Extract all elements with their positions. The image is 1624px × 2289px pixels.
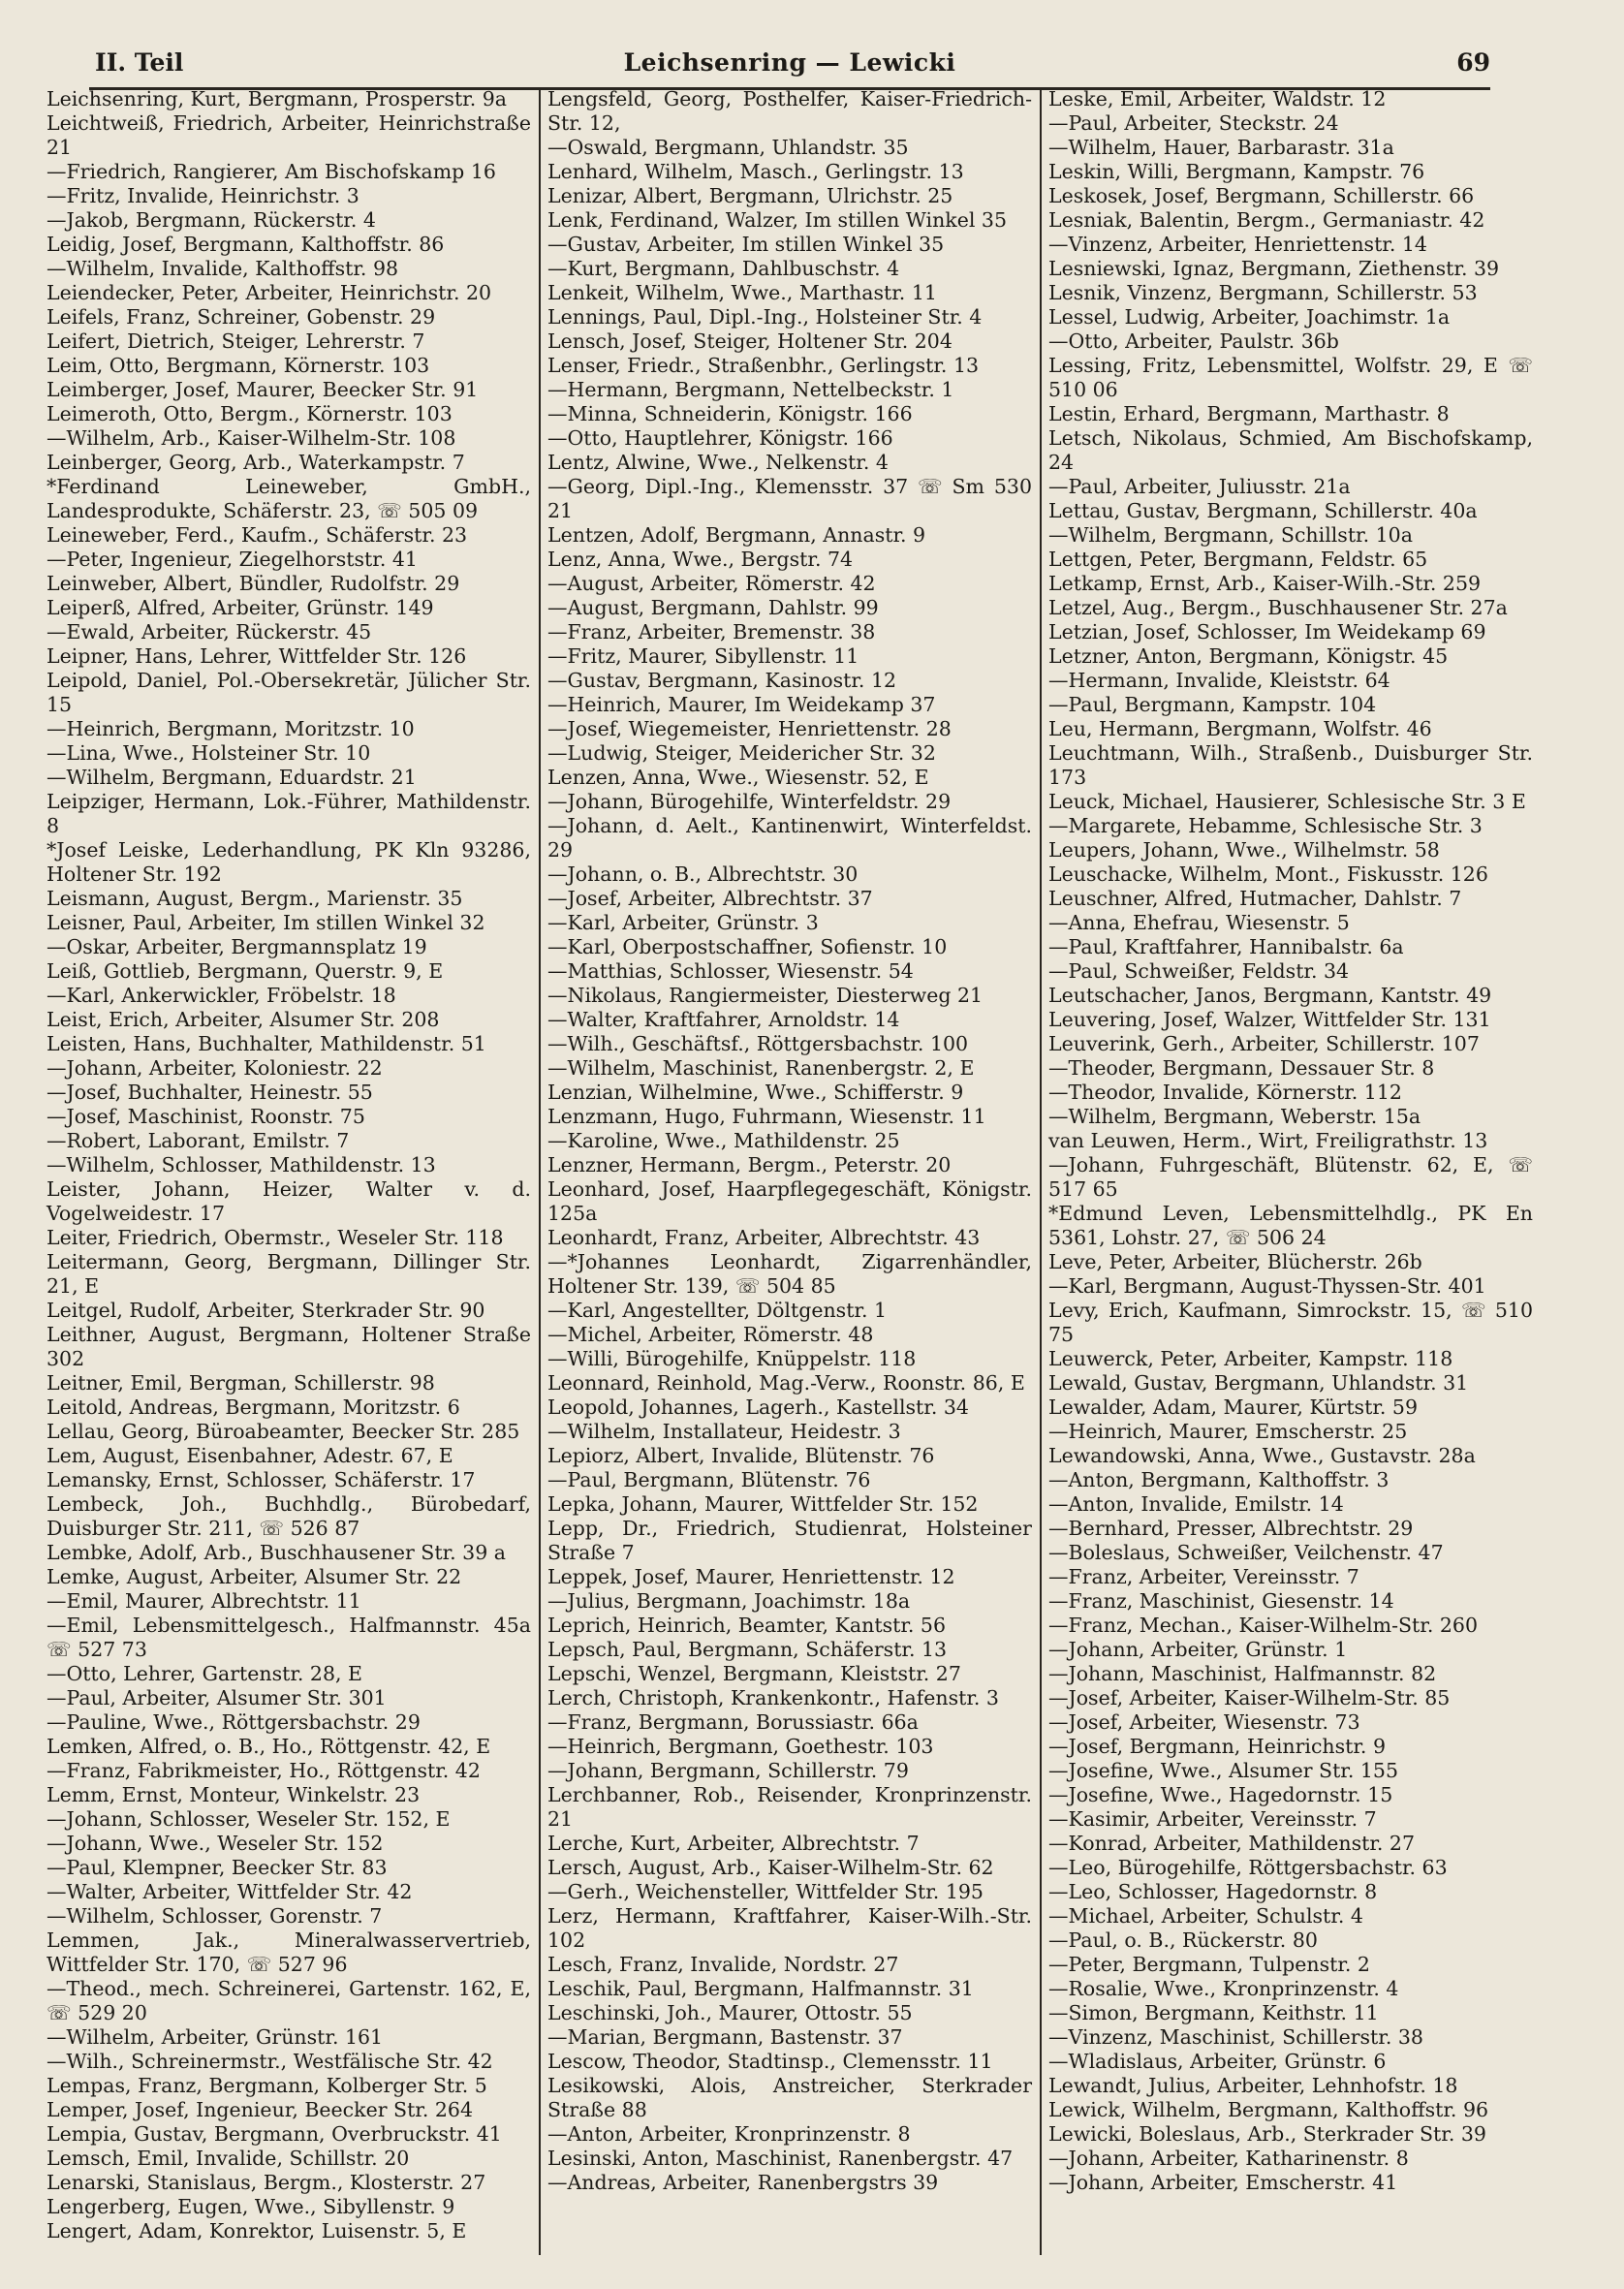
directory-entry: Leuschner, Alfred, Hutmacher, Dahlstr. 7 [1048,887,1462,910]
directory-entry: —Theoder, Bergmann, Dessauer Str. 8 [1048,1056,1435,1080]
directory-entry: Leuwerck, Peter, Arbeiter, Kampstr. 118 [1048,1347,1453,1370]
directory-entry: Lellau, Georg, Büroabeamter, Beecker Str. 285 [47,1420,520,1443]
page-number: 69 [1456,48,1490,77]
directory-entry: Leim, Otto, Bergmann, Körnerstr. 103 [47,354,430,377]
directory-entry: —Paul, Bergmann, Kampstr. 104 [1048,693,1377,716]
directory-entry: Lersch, August, Arb., Kaiser-Wilhelm-Str. 62 [547,1856,994,1879]
directory-entry: Lenser, Friedr., Straßenbhr., Gerlingstr. 13 [547,354,980,377]
part-label: II. Teil [95,48,184,77]
directory-entry: —Josef, Arbeiter, Kaiser-Wilhelm-Str. 85 [1048,1686,1451,1709]
directory-entry: —Paul, Klempner, Beecker Str. 83 [47,1856,388,1879]
directory-entry: —Wilhelm, Bergmann, Schillstr. 10a [1048,523,1413,547]
directory-entry: —Julius, Bergmann, Joachimstr. 18a [547,1589,911,1613]
directory-entry: —Andreas, Arbeiter, Ranenbergstrs 39 [547,2171,939,2194]
directory-entry: —Karl, Arbeiter, Grünstr. 3 [547,911,819,934]
directory-entry: Lembeck, Joh., Buchhdlg., Bürobedarf, Duisburger Str. 211, ☏ 526 87 [47,1492,538,1540]
directory-entry: Lessel, Ludwig, Arbeiter, Joachimstr. 1a [1048,305,1451,329]
directory-entry: —Heinrich, Bergmann, Goethestr. 103 [547,1735,934,1758]
directory-entry: Lentzen, Adolf, Bergmann, Annastr. 9 [547,523,926,547]
directory-entry: Lessing, Fritz, Lebensmittel, Wolfstr. 29, E ☏ 510 06 [1048,354,1540,401]
directory-entry: Leichsenring, Kurt, Bergmann, Prosperstr. 9a [47,87,508,110]
directory-entry: Leu, Hermann, Bergmann, Wolfstr. 46 [1048,717,1432,740]
directory-entry: —Wilhelm, Maschinist, Ranenbergstr. 2, E [547,1056,975,1080]
directory-entry: Lewicki, Boleslaus, Arb., Sterkrader Str. 39 [1048,2122,1486,2146]
directory-entry: Leonhard, Josef, Haarpflegegeschäft, Königstr. 125a [547,1177,1039,1225]
directory-entry: Lentz, Alwine, Wwe., Nelkenstr. 4 [547,451,889,474]
directory-entry: —Kasimir, Arbeiter, Vereinsstr. 7 [1048,1807,1377,1831]
directory-entry: —Otto, Arbeiter, Paulstr. 36b [1048,329,1339,353]
directory-entry: Leutschacher, Janos, Bergmann, Kantstr. 49 [1048,984,1492,1007]
directory-entry: —Boleslaus, Schweißer, Veilchenstr. 47 [1048,1541,1444,1564]
directory-entry: —Josef, Wiegemeister, Henriettenstr. 28 [547,717,952,740]
directory-entry: —Vinzenz, Maschinist, Schillerstr. 38 [1048,2025,1423,2049]
directory-entry: —Emil, Lebensmittelgesch., Halfmannstr. 45a ☏ 527 73 [47,1614,538,1661]
directory-entry: Leonhardt, Franz, Arbeiter, Albrechtstr. 43 [547,1226,981,1249]
directory-entry: Letkamp, Ernst, Arb., Kaiser-Wilh.-Str. 259 [1048,572,1482,595]
directory-entry: Leppek, Josef, Maurer, Henriettenstr. 12 [547,1565,955,1588]
directory-entry: —Michael, Arbeiter, Schulstr. 4 [1048,1904,1363,1928]
directory-entry: —Paul, Arbeiter, Alsumer Str. 301 [47,1686,387,1709]
directory-entry: Lemansky, Ernst, Schlosser, Schäferstr. 17 [47,1468,476,1491]
directory-entry: Lensch, Josef, Steiger, Holtener Str. 204 [547,329,953,353]
directory-entry: —Fritz, Maurer, Sibyllenstr. 11 [547,644,859,668]
directory-entry: —Josef, Bergmann, Heinrichstr. 9 [1048,1735,1387,1758]
directory-entry: —Karl, Oberpostschaffner, Sofienstr. 10 [547,935,948,958]
directory-entry: —Pauline, Wwe., Röttgersbachstr. 29 [47,1710,421,1734]
directory-entry: Lesniak, Balentin, Bergm., Germaniastr. 42 [1048,208,1485,232]
directory-entry: Leiß, Gottlieb, Bergmann, Querstr. 9, E [47,959,444,983]
directory-entry: Lesch, Franz, Invalide, Nordstr. 27 [547,1953,899,1976]
directory-entry: —Konrad, Arbeiter, Mathildenstr. 27 [1048,1832,1415,1855]
directory-entry: Leske, Emil, Arbeiter, Waldstr. 12 [1048,87,1387,110]
directory-entry: Letzner, Anton, Bergmann, Königstr. 45 [1048,644,1449,668]
directory-entry: Leiter, Friedrich, Obermstr., Weseler Str. 118 [47,1226,504,1249]
directory-entry: Leuverink, Gerh., Arbeiter, Schillerstr. 107 [1048,1032,1480,1055]
directory-entry: Leineweber, Ferd., Kaufm., Schäferstr. 23 [47,523,468,547]
directory-entry: Lenzner, Hermann, Bergm., Peterstr. 20 [547,1153,952,1176]
directory-entry: Leitgel, Rudolf, Arbeiter, Sterkrader Str. 90 [47,1299,485,1322]
directory-entry: Lerch, Christoph, Krankenkontr., Hafenstr. 3 [547,1686,999,1709]
directory-entry: —Johann, o. B., Albrechtstr. 30 [547,862,859,886]
directory-entry: Lengert, Adam, Konrektor, Luisenstr. 5, E [47,2219,467,2242]
directory-entry: —Hermann, Invalide, Kleiststr. 64 [1048,669,1390,692]
directory-entry: Leopold, Johannes, Lagerh., Kastellstr. 34 [547,1395,969,1419]
directory-entry: —Bernhard, Presser, Albrechtstr. 29 [1048,1517,1414,1540]
directory-entry: Leuchtmann, Wilh., Straßenb., Duisburger Str. 173 [1048,741,1540,789]
directory-entry: —Theodor, Invalide, Körnerstr. 112 [1048,1081,1402,1104]
directory-entry: —Johann, Arbeiter, Grünstr. 1 [1048,1638,1348,1661]
directory-entry: Lemm, Ernst, Monteur, Winkelstr. 23 [47,1783,421,1806]
directory-entry: —Otto, Hauptlehrer, Königstr. 166 [547,426,893,450]
directory-entry: *Josef Leiske, Lederhandlung, PK Kln 93286, Holtener Str. 192 [47,838,538,886]
directory-entry: Leinberger, Georg, Arb., Waterkampstr. 7 [47,451,465,474]
directory-entry: —Margarete, Hebamme, Schlesische Str. 3 [1048,814,1483,837]
directory-entry: Lestin, Erhard, Bergmann, Marthastr. 8 [1048,402,1450,425]
directory-entry: Lempas, Franz, Bergmann, Kolberger Str. 5 [47,2074,487,2097]
directory-entry: —Paul, Schweißer, Feldstr. 34 [1048,959,1350,983]
directory-entry: —Johann, Fuhrgeschäft, Blütenstr. 62, E, ☏ 517 65 [1048,1153,1540,1201]
directory-entry: Lepka, Johann, Maurer, Wittfelder Str. 152 [547,1492,979,1516]
directory-entry: Lemke, August, Arbeiter, Alsumer Str. 22 [47,1565,462,1588]
directory-column-3 [1048,87,1540,2263]
directory-entry: Leiendecker, Peter, Arbeiter, Heinrichstr. 20 [47,281,492,304]
directory-entry: —Wilhelm, Invalide, Kalthoffstr. 98 [47,257,399,280]
directory-entry: Lenarski, Stanislaus, Bergm., Klosterstr. 27 [47,2171,486,2194]
directory-entry: —Leo, Bürogehilfe, Röttgersbachstr. 63 [1048,1856,1448,1879]
directory-entry: —Paul, Bergmann, Blütenstr. 76 [547,1468,871,1491]
directory-entry: Leist, Erich, Arbeiter, Alsumer Str. 208 [47,1008,440,1031]
directory-entry: —Matthias, Schlosser, Wiesenstr. 54 [547,959,914,983]
directory-entry: Leimberger, Josef, Maurer, Beecker Str. 91 [47,378,479,401]
directory-entry: —Peter, Ingenieur, Ziegelhorststr. 41 [47,548,418,571]
directory-entry: —Paul, Arbeiter, Juliusstr. 21a [1048,475,1351,498]
directory-column-2 [547,87,1039,2263]
directory-entry: Lempia, Gustav, Bergmann, Overbruckstr. 41 [47,2122,502,2146]
directory-entry: Leupers, Johann, Wwe., Wilhelmstr. 58 [1048,838,1440,862]
directory-entry: —Johann, Maschinist, Halfmannstr. 82 [1048,1662,1437,1685]
directory-entry: Lewald, Gustav, Bergmann, Uhlandstr. 31 [1048,1371,1469,1395]
directory-entry: —Johann, Arbeiter, Emscherstr. 41 [1048,2171,1398,2194]
directory-entry: Lepp, Dr., Friedrich, Studienrat, Holsteiner Straße 7 [547,1517,1039,1564]
directory-entry: Lenz, Anna, Wwe., Bergstr. 74 [547,548,854,571]
directory-entry: Letsch, Nikolaus, Schmied, Am Bischofskamp, 24 [1048,426,1540,474]
directory-entry: —Robert, Laborant, Emilstr. 7 [47,1129,350,1152]
directory-entry: —Lina, Wwe., Holsteiner Str. 10 [47,741,371,765]
directory-entry: Lerchbanner, Rob., Reisender, Kronprinzenstr. 21 [547,1783,1039,1831]
directory-entry: —Wilhelm, Installateur, Heidestr. 3 [547,1420,901,1443]
directory-entry: —Franz, Bergmann, Borussiastr. 66a [547,1710,919,1734]
directory-entry: —Oskar, Arbeiter, Bergmannsplatz 19 [47,935,427,958]
directory-entry: —Franz, Fabrikmeister, Ho., Röttgenstr. 42 [47,1759,481,1782]
directory-entry: Lenzian, Wilhelmine, Wwe., Schifferstr. 9 [547,1081,964,1104]
directory-entry: —Minna, Schneiderin, Königstr. 166 [547,402,913,425]
directory-entry: —Wilhelm, Arb., Kaiser-Wilhelm-Str. 108 [47,426,456,450]
directory-entry: —Heinrich, Maurer, Im Weidekamp 37 [547,693,936,716]
directory-entry: —Georg, Dipl.-Ing., Klemensstr. 37 ☏ Sm 530 21 [547,475,1039,522]
directory-entry: —Franz, Mechan., Kaiser-Wilhelm-Str. 260 [1048,1614,1478,1637]
directory-entry: Leister, Johann, Heizer, Walter v. d. Vogelweidestr. 17 [47,1177,538,1225]
directory-entry: —Johann, Bürogehilfe, Winterfeldstr. 29 [547,790,952,813]
directory-entry: —Hermann, Bergmann, Nettelbeckstr. 1 [547,378,954,401]
directory-entry: —Theod., mech. Schreinerei, Gartenstr. 162, E, ☏ 529 20 [47,1977,538,2024]
directory-entry: Lengerberg, Eugen, Wwe., Sibyllenstr. 9 [47,2195,455,2218]
directory-entry: —Wilhelm, Bergmann, Eduardstr. 21 [47,766,417,789]
directory-entry: Leuschacke, Wilhelm, Mont., Fiskusstr. 126 [1048,862,1488,886]
directory-entry: —Emil, Maurer, Albrechtstr. 11 [47,1589,361,1613]
directory-entry: —Johann, d. Aelt., Kantinenwirt, Winterfeldst. 29 [547,814,1039,862]
directory-entry: —Friedrich, Rangierer, Am Bischofskamp 16 [47,160,496,183]
directory-entry: —Wilhelm, Schlosser, Mathildenstr. 13 [47,1153,436,1176]
directory-entry: Leisten, Hans, Buchhalter, Mathildenstr. 51 [47,1032,486,1055]
directory-entry: —August, Arbeiter, Römerstr. 42 [547,572,876,595]
directory-entry: —Anton, Invalide, Emilstr. 14 [1048,1492,1344,1516]
directory-entry: Lepsch, Paul, Bergmann, Schäferstr. 13 [547,1638,948,1661]
directory-entry: —Leo, Schlosser, Hagedornstr. 8 [1048,1880,1378,1903]
directory-entry: —Johann, Schlosser, Weseler Str. 152, E [47,1807,451,1831]
directory-entry: —Otto, Lehrer, Gartenstr. 28, E [47,1662,363,1685]
directory-entry: Leskin, Willi, Bergmann, Kampstr. 76 [1048,160,1425,183]
directory-entry: —Josefine, Wwe., Alsumer Str. 155 [1048,1759,1399,1782]
directory-entry: —Wladislaus, Arbeiter, Grünstr. 6 [1048,2050,1387,2073]
directory-entry: —Marian, Bergmann, Bastenstr. 37 [547,2025,903,2049]
directory-entry: —Jakob, Bergmann, Rückerstr. 4 [47,208,376,232]
directory-entry: —Heinrich, Bergmann, Moritzstr. 10 [47,717,415,740]
directory-entry: —Wilh., Schreinermstr., Westfälische Str. 42 [47,2050,493,2073]
directory-entry: —*Johannes Leonhardt, Zigarrenhändler, Holtener Str. 139, ☏ 504 85 [547,1250,1039,1298]
page-header [89,45,1490,90]
directory-entry: Lettau, Gustav, Bergmann, Schillerstr. 40a [1048,499,1478,522]
directory-entry: Lemsch, Emil, Invalide, Schillstr. 20 [47,2147,410,2170]
directory-entry: Leipziger, Hermann, Lok.-Führer, Mathildenstr. 8 [47,790,538,837]
directory-entry: —Nikolaus, Rangiermeister, Diesterweg 21 [547,984,984,1007]
directory-entry: —Willi, Bürogehilfe, Knüppelstr. 118 [547,1347,917,1370]
directory-entry: Lepschi, Wenzel, Bergmann, Kleiststr. 27 [547,1662,961,1685]
directory-entry: Lenzen, Anna, Wwe., Wiesenstr. 52, E [547,766,929,789]
directory-entry: Leuck, Michael, Hausierer, Schlesische Str. 3 E [1048,790,1526,813]
directory-entry: —Wilhelm, Hauer, Barbarastr. 31a [1048,136,1394,159]
directory-entry: Leitold, Andreas, Bergmann, Moritzstr. 6 [47,1395,460,1419]
directory-entry: Leidig, Josef, Bergmann, Kalthoffstr. 86 [47,233,445,256]
directory-entry: Leschik, Paul, Bergmann, Halfmannstr. 31 [547,1977,974,2000]
directory-entry: —August, Bergmann, Dahlstr. 99 [547,596,879,619]
directory-entry: Leipold, Daniel, Pol.-Obersekretär, Jülicher Str. 15 [47,669,538,716]
directory-entry: Lerz, Hermann, Kraftfahrer, Kaiser-Wilh.-Str. 102 [547,1904,1039,1952]
directory-entry: —Franz, Arbeiter, Vereinsstr. 7 [1048,1565,1359,1588]
directory-entry: —Paul, o. B., Rückerstr. 80 [1048,1928,1318,1952]
directory-entry: Lembke, Adolf, Arb., Buschhausener Str. 39 a [47,1541,506,1564]
directory-entry: Lenkeit, Wilhelm, Wwe., Marthastr. 11 [547,281,937,304]
directory-entry: —Oswald, Bergmann, Uhlandstr. 35 [547,136,909,159]
directory-entry: Leskosek, Josef, Bergmann, Schillerstr. 66 [1048,184,1475,207]
directory-entry: —Gustav, Arbeiter, Im stillen Winkel 35 [547,233,945,256]
directory-entry: Leipner, Hans, Lehrer, Wittfelder Str. 126 [47,644,467,668]
directory-entry: Lemper, Josef, Ingenieur, Beecker Str. 264 [47,2098,474,2121]
directory-entry: Leve, Peter, Arbeiter, Blücherstr. 26b [1048,1250,1422,1273]
directory-entry: Lesniewski, Ignaz, Bergmann, Ziethenstr. 39 [1048,257,1500,280]
directory-entry: Leitermann, Georg, Bergmann, Dillinger Str. 21, E [47,1250,538,1298]
directory-entry: Leisner, Paul, Arbeiter, Im stillen Winkel 32 [47,911,485,934]
directory-entry: —Paul, Kraftfahrer, Hannibalstr. 6a [1048,935,1404,958]
directory-entry: Lesnik, Vinzenz, Bergmann, Schillerstr. 53 [1048,281,1478,304]
directory-entry: Lem, August, Eisenbahner, Adestr. 67, E [47,1444,453,1467]
directory-entry: —Heinrich, Maurer, Emscherstr. 25 [1048,1420,1408,1443]
directory-entry: *Edmund Leven, Lebensmittelhdlg., PK En 5361, Lohstr. 27, ☏ 506 24 [1048,1202,1540,1249]
directory-entry: —Johann, Bergmann, Schillerstr. 79 [547,1759,909,1782]
directory-entry: Lesinski, Anton, Maschinist, Ranenbergstr. 47 [547,2147,1014,2170]
directory-entry: —Ludwig, Steiger, Meidericher Str. 32 [547,741,936,765]
directory-entry: Leifert, Dietrich, Steiger, Lehrerstr. 7 [47,329,425,353]
directory-entry: —Josef, Arbeiter, Wiesenstr. 73 [1048,1710,1360,1734]
directory-entry: —Kurt, Bergmann, Dahlbuschstr. 4 [547,257,900,280]
directory-entry: —Anna, Ehefrau, Wiesenstr. 5 [1048,911,1350,934]
directory-entry: —Karl, Angestellter, Döltgenstr. 1 [547,1299,888,1322]
directory-entry: Lettgen, Peter, Bergmann, Feldstr. 65 [1048,548,1428,571]
directory-entry: —Karoline, Wwe., Mathildenstr. 25 [547,1129,900,1152]
directory-entry: —Vinzenz, Arbeiter, Henriettenstr. 14 [1048,233,1427,256]
directory-entry: Leonnard, Reinhold, Mag.-Verw., Roonstr. 86, E [547,1371,1025,1395]
directory-entry: Leschinski, Joh., Maurer, Ottostr. 55 [547,2001,913,2024]
directory-entry: —Karl, Ankerwickler, Fröbelstr. 18 [47,984,396,1007]
directory-entry: Lerche, Kurt, Arbeiter, Albrechtstr. 7 [547,1832,920,1855]
directory-entry: —Simon, Bergmann, Keithstr. 11 [1048,2001,1379,2024]
directory-entry: —Anton, Bergmann, Kalthoffstr. 3 [1048,1468,1390,1491]
directory-entry: Lescow, Theodor, Stadtinsp., Clemensstr. 11 [547,2050,993,2073]
directory-entry: Leuvering, Josef, Walzer, Wittfelder Str. 131 [1048,1008,1491,1031]
directory-entry: Lenk, Ferdinand, Walzer, Im stillen Winkel 35 [547,208,1007,232]
directory-entry: —Johann, Arbeiter, Katharinenstr. 8 [1048,2147,1409,2170]
directory-entry: —Anton, Arbeiter, Kronprinzenstr. 8 [547,2122,911,2146]
directory-entry: —Peter, Bergmann, Tulpenstr. 2 [1048,1953,1370,1976]
directory-entry: Leismann, August, Bergm., Marienstr. 35 [47,887,463,910]
directory-entry: —Franz, Maschinist, Giesenstr. 14 [1048,1589,1394,1613]
directory-entry: —Johann, Wwe., Weseler Str. 152 [47,1832,384,1855]
directory-entry: —Wilhelm, Arbeiter, Grünstr. 161 [47,2025,384,2049]
directory-entry: Lesikowski, Alois, Anstreicher, Sterkrader Straße 88 [547,2074,1039,2121]
directory-entry: Lenhard, Wilhelm, Masch., Gerlingstr. 13 [547,160,964,183]
column-divider [539,89,541,2255]
directory-entry: —Josefine, Wwe., Hagedornstr. 15 [1048,1783,1393,1806]
directory-entry: Leiperß, Alfred, Arbeiter, Grünstr. 149 [47,596,434,619]
directory-entry: —Johann, Arbeiter, Koloniestr. 22 [47,1056,383,1080]
directory-entry: —Michel, Arbeiter, Römerstr. 48 [547,1323,874,1346]
directory-entry: —Josef, Buchhalter, Heinestr. 55 [47,1081,373,1104]
directory-entry: Lenzmann, Hugo, Fuhrmann, Wiesenstr. 11 [547,1105,986,1128]
directory-entry: Lewandt, Julius, Arbeiter, Lehnhofstr. 18 [1048,2074,1458,2097]
directory-entry: Leprich, Heinrich, Beamter, Kantstr. 56 [547,1614,946,1637]
directory-entry: Leifels, Franz, Schreiner, Gobenstr. 29 [47,305,436,329]
running-head: Leichsenring — Lewicki [623,48,956,77]
directory-entry: Lengsfeld, Georg, Posthelfer, Kaiser-Friedrich-Str. 12, [547,87,1032,135]
directory-entry: Lemken, Alfred, o. B., Ho., Röttgenstr. 42, E [47,1735,491,1758]
directory-entry: —Wilhelm, Bergmann, Weberstr. 15a [1048,1105,1421,1128]
directory-entry: Lewandowski, Anna, Wwe., Gustavstr. 28a [1048,1444,1476,1467]
column-divider [1040,89,1042,2255]
directory-entry: Lepiorz, Albert, Invalide, Blütenstr. 76 [547,1444,935,1467]
directory-entry: Lenizar, Albert, Bergmann, Ulrichstr. 25 [547,184,953,207]
directory-entry: Letzian, Josef, Schlosser, Im Weidekamp 69 [1048,620,1486,643]
directory-entry: Leinweber, Albert, Bündler, Rudolfstr. 29 [47,572,460,595]
directory-entry: —Wilhelm, Schlosser, Gorenstr. 7 [47,1904,383,1928]
directory-entry: —Karl, Bergmann, August-Thyssen-Str. 401 [1048,1274,1486,1298]
directory-entry: Lennings, Paul, Dipl.-Ing., Holsteiner Str. 4 [547,305,983,329]
directory-entry: Levy, Erich, Kaufmann, Simrockstr. 15, ☏ 510 75 [1048,1299,1540,1346]
directory-entry: —Franz, Arbeiter, Bremenstr. 38 [547,620,876,643]
directory-entry: —Paul, Arbeiter, Steckstr. 24 [1048,111,1339,135]
directory-entry: Lewalder, Adam, Maurer, Kürtstr. 59 [1048,1395,1418,1419]
directory-entry: —Ewald, Arbeiter, Rückerstr. 45 [47,620,372,643]
directory-entry: —Josef, Maschinist, Roonstr. 75 [47,1105,365,1128]
directory-entry: Letzel, Aug., Bergm., Buschhausener Str. 27a [1048,596,1508,619]
directory-entry: —Wilh., Geschäftsf., Röttgersbachstr. 100 [547,1032,969,1055]
directory-entry: van Leuwen, Herm., Wirt, Freiligrathstr. 13 [1048,1129,1488,1152]
directory-entry: Leichtweiß, Friedrich, Arbeiter, Heinrichstraße 21 [47,111,538,159]
directory-entry: Leithner, August, Bergmann, Holtener Straße 302 [47,1323,538,1370]
directory-entry: Leitner, Emil, Bergman, Schillerstr. 98 [47,1371,435,1395]
directory-entry: —Gustav, Bergmann, Kasinostr. 12 [547,669,897,692]
directory-entry: Lemmen, Jak., Mineralwasservertrieb, Wittfelder Str. 170, ☏ 527 96 [47,1928,538,1976]
directory-entry: —Gerh., Weichensteller, Wittfelder Str. 195 [547,1880,984,1903]
directory-entry: —Josef, Arbeiter, Albrechtstr. 37 [547,887,873,910]
directory-entry: Lewick, Wilhelm, Bergmann, Kalthoffstr. 96 [1048,2098,1489,2121]
directory-entry: —Rosalie, Wwe., Kronprinzenstr. 4 [1048,1977,1399,2000]
directory-entry: —Walter, Arbeiter, Wittfelder Str. 42 [47,1880,413,1903]
directory-entry: *Ferdinand Leineweber, GmbH., Landesprodukte, Schäferstr. 23, ☏ 505 09 [47,475,538,522]
directory-entry: —Fritz, Invalide, Heinrichstr. 3 [47,184,359,207]
directory-entry: Leimeroth, Otto, Bergm., Körnerstr. 103 [47,402,453,425]
directory-column-1 [47,87,538,2263]
directory-entry: —Walter, Kraftfahrer, Arnoldstr. 14 [547,1008,900,1031]
